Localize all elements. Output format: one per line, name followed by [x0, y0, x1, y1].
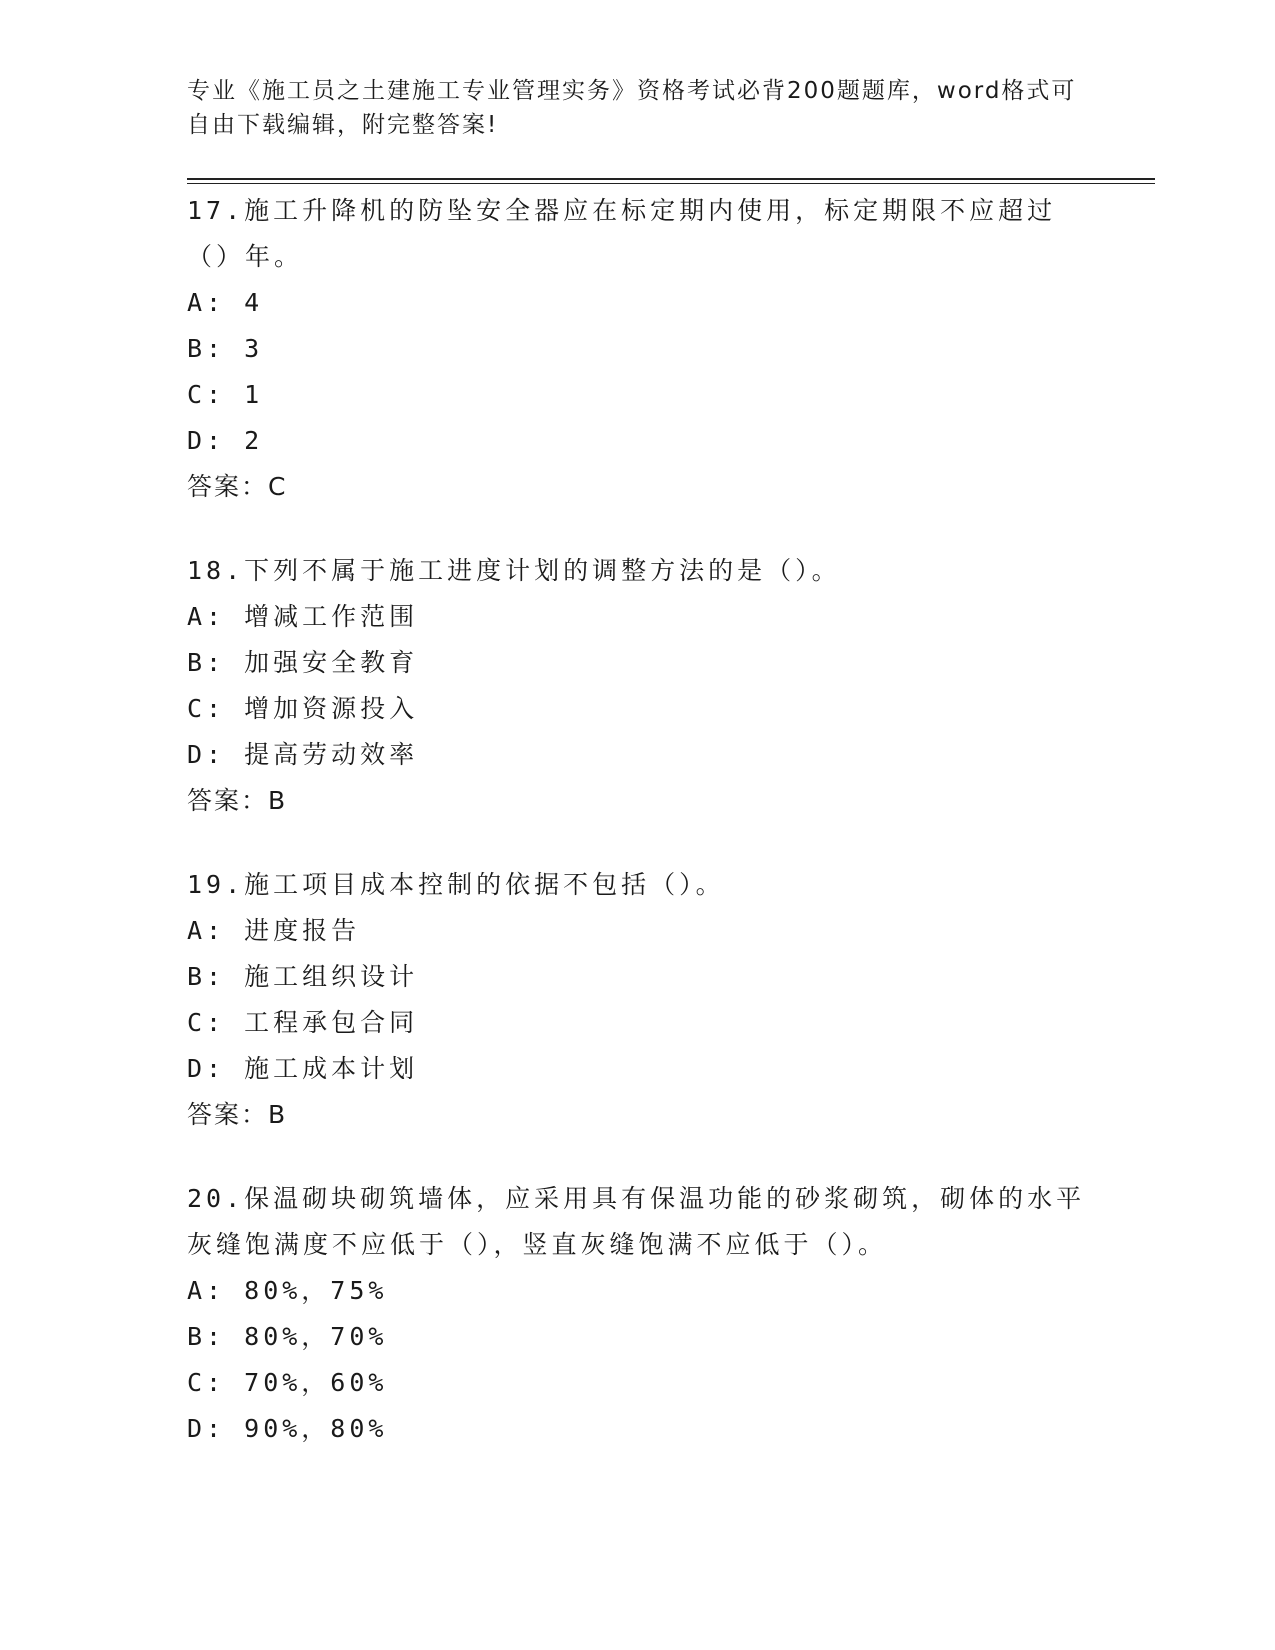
option-b: B: 加强安全教育 [187, 648, 419, 677]
option-a: A: 80%，75% [187, 1276, 388, 1305]
question-20 [187, 1176, 1087, 1452]
option-c: C: 增加资源投入 [187, 694, 419, 723]
option-b: B: 3 [187, 334, 264, 363]
option-d: D: 提高劳动效率 [187, 740, 419, 769]
option-a: A: 增减工作范围 [187, 602, 419, 631]
question-text: 17.施工升降机的防坠安全器应在标定期内使用，标定期限不应超过（）年。 [187, 196, 1057, 271]
option-c: C: 70%，60% [187, 1368, 388, 1397]
question-text: 18.下列不属于施工进度计划的调整方法的是（）。 [187, 556, 841, 585]
answer: 答案：C [187, 472, 288, 501]
header-divider-thin [187, 183, 1155, 184]
question-text: 20.保温砌块砌筑墙体，应采用具有保温功能的砂浆砌筑，砌体的水平灰缝饱满度不应低于（），竖直灰缝饱满不应低于（）。 [187, 1184, 1086, 1259]
question-19 [187, 862, 1087, 1138]
option-b: B: 80%，70% [187, 1322, 388, 1351]
option-d: D: 施工成本计划 [187, 1054, 419, 1083]
option-d: D: 90%，80% [187, 1414, 388, 1443]
option-a: A: 进度报告 [187, 916, 361, 945]
question-list [187, 188, 1087, 1490]
option-d: D: 2 [187, 426, 264, 455]
document-header: 专业《施工员之土建施工专业管理实务》资格考试必背200题题库，word格式可自由下载编辑，附完整答案! [187, 78, 1077, 138]
option-b: B: 施工组织设计 [187, 962, 419, 991]
option-c: C: 工程承包合同 [187, 1008, 419, 1037]
answer: 答案：B [187, 786, 288, 815]
option-a: A: 4 [187, 288, 264, 317]
option-c: C: 1 [187, 380, 264, 409]
question-18 [187, 548, 1087, 824]
header-divider-thick [187, 178, 1155, 180]
question-17 [187, 188, 1087, 510]
question-text: 19.施工项目成本控制的依据不包括（）。 [187, 870, 725, 899]
answer: 答案：B [187, 1100, 288, 1129]
